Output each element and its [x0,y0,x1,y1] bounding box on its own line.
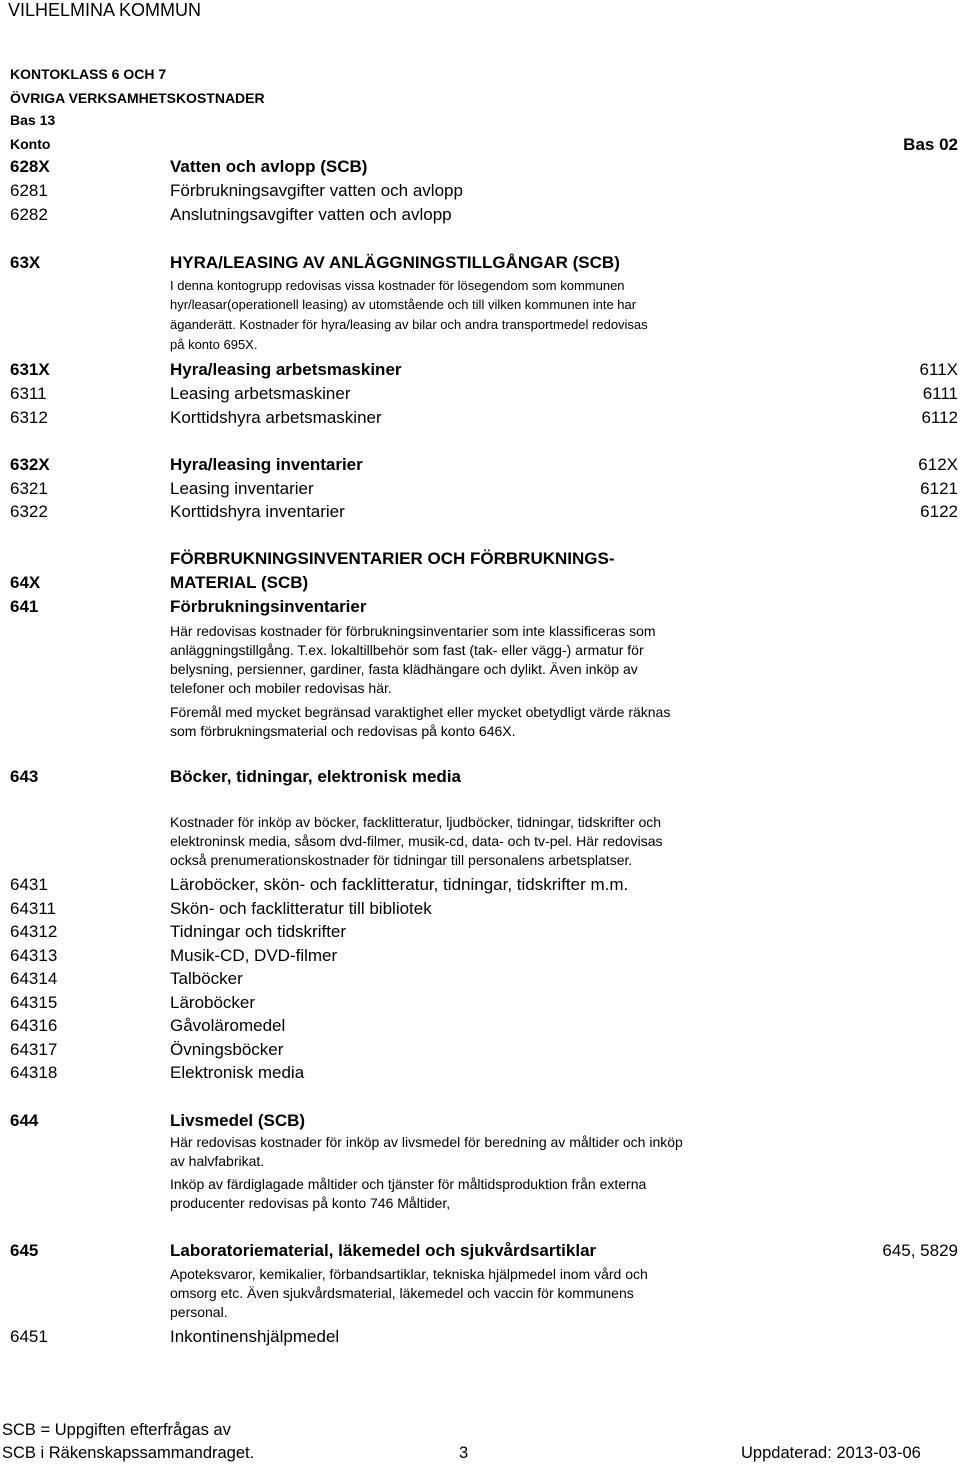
description-line: Inköp av färdiglagade måltider och tjänster för måltidsproduktion från externa [170,1176,647,1192]
account-title: Förbrukningsavgifter vatten och avlopp [170,181,463,200]
description-line: producenter redovisas på konto 746 Måltider, [170,1195,451,1211]
account-title: Förbrukningsinventarier [170,597,367,616]
bas02-value: 6112 [921,408,958,427]
account-code: 628X [10,157,50,176]
account-code: 641 [10,597,39,616]
account-title: Övningsböcker [170,1040,284,1059]
description-line: omsorg etc. Även sjukvårdsmaterial, läkemedel och vaccin för kommunens [170,1285,634,1301]
account-title: Korttidshyra arbetsmaskiner [170,408,382,427]
bas02-value: 645, 5829 [882,1241,958,1260]
account-title: Hyra/leasing inventarier [170,455,363,474]
updated-date: Uppdaterad: 2013-03-06 [741,1444,921,1462]
account-title: Leasing inventarier [170,479,314,498]
konto-column-label: Konto [10,136,51,152]
account-class-heading: KONTOKLASS 6 OCH 7 [10,66,167,82]
page-number: 3 [459,1444,469,1462]
description-line: hyr/leasar(operationell leasing) av utomstående och till vilken kommunen inte har [170,297,637,312]
account-code: 6321 [10,479,48,498]
account-code: 632X [10,455,50,474]
account-code: 64312 [10,922,58,941]
description-line: I denna kontogrupp redovisas vissa kostnader för lösegendom som kommunen [170,278,625,293]
description-line: av halvfabrikat. [170,1153,265,1169]
account-code: 6451 [10,1327,48,1346]
account-title: Talböcker [170,969,243,988]
bas02-value: 611X [919,360,958,379]
description-line: Kostnader för inköp av böcker, facklitteratur, ljudböcker, tidningar, tidskrifter och [170,814,662,830]
description-line: Här redovisas kostnader för förbrukningsinventarier som inte klassificeras som [170,623,656,639]
description-line: Apoteksvaror, kemikalier, förbandsartiklar, tekniska hjälpmedel inom vård och [170,1266,648,1282]
description-line: äganderätt. Kostnader för hyra/leasing av bilar och andra transportmedel redovisas [170,317,648,332]
account-title-line2: MATERIAL (SCB) [170,573,309,592]
description-line: anläggningstillgång. T.ex. lokaltillbehör som fast (tak- eller vägg-) armatur för [170,642,644,658]
account-class-subheading: ÖVRIGA VERKSAMHETSKOSTNADER [10,90,265,106]
bas02-value: 6121 [920,479,958,498]
account-code: 644 [10,1111,39,1130]
description-line: personal. [170,1304,228,1320]
account-code: 64317 [10,1040,58,1059]
account-code: 64316 [10,1016,58,1035]
account-title: Böcker, tidningar, elektronisk media [170,767,461,786]
account-code: 64311 [10,899,57,918]
description-line: på konto 695X. [170,337,258,352]
account-code: 6431 [10,875,48,894]
account-code: 64314 [10,969,58,988]
account-code: 6312 [10,408,48,427]
account-code: 63X [10,253,41,272]
account-title: Gåvoläromedel [170,1016,286,1035]
account-code: 6311 [10,384,47,403]
description-line: Föremål med mycket begränsad varaktighet eller mycket obetydligt värde räknas [170,704,671,720]
footer-note-line2: SCB i Räkenskapssammandraget. [2,1444,255,1462]
account-code: 643 [10,767,39,786]
bas02-value: 6111 [922,384,958,403]
account-code: 631X [10,360,50,379]
account-title: Hyra/leasing arbetsmaskiner [170,360,402,379]
description-line: Här redovisas kostnader för inköp av livsmedel för beredning av måltider och inköp [170,1134,683,1150]
description-line: belysning, persienner, gardiner, fasta klädhängare och dylikt. Även inköp av [170,661,638,677]
account-title: Läroböcker [170,993,256,1012]
account-title: Korttidshyra inventarier [170,502,345,521]
account-title: Elektronisk media [170,1063,305,1082]
account-code: 6281 [10,181,48,200]
account-title: Leasing arbetsmaskiner [170,384,351,403]
account-title: Vatten och avlopp (SCB) [170,157,368,176]
description-line: som förbrukningsmaterial och redovisas på konto 646X. [170,723,516,739]
account-title: Livsmedel (SCB) [170,1111,306,1130]
account-title: Läroböcker, skön- och facklitteratur, tidningar, tidskrifter m.m. [170,875,629,894]
bas02-value: 612X [918,455,958,474]
account-title: Inkontinenshjälpmedel [170,1327,340,1346]
account-title: Tidningar och tidskrifter [170,922,347,941]
account-title: Laboratoriematerial, läkemedel och sjukvårdsartiklar [170,1241,597,1260]
account-code: 645 [10,1241,39,1260]
bas02-value: 6122 [920,502,958,521]
municipality-name: VILHELMINA KOMMUN [8,0,202,20]
description-line: telefoner och mobiler redovisas här. [170,680,392,696]
account-code: 64X [10,573,41,592]
account-code: 64315 [10,993,58,1012]
account-title-line1: FÖRBRUKNINGSINVENTARIER OCH FÖRBRUKNINGS- [170,549,615,568]
footer-note-line1: SCB = Uppgiften efterfrågas av [2,1421,231,1439]
bas02-column-label: Bas 02 [903,135,958,154]
account-code: 64318 [10,1063,58,1082]
description-line: också prenumerationskostnader för tidningar till personalens arbetsplatser. [170,852,633,868]
account-code: 64313 [10,946,58,965]
bas13-label: Bas 13 [10,112,56,128]
account-title: Anslutningsavgifter vatten och avlopp [170,205,452,224]
account-code: 6322 [10,502,48,521]
account-title: Musik-CD, DVD-filmer [170,946,338,965]
account-title: HYRA/LEASING AV ANLÄGGNINGSTILLGÅNGAR (SCB) [170,253,620,272]
description-line: elektroninsk media, såsom dvd-filmer, musik-cd, data- och tv-pel. Här redovisas [170,833,663,849]
account-title: Skön- och facklitteratur till bibliotek [170,899,432,918]
account-code: 6282 [10,205,48,224]
